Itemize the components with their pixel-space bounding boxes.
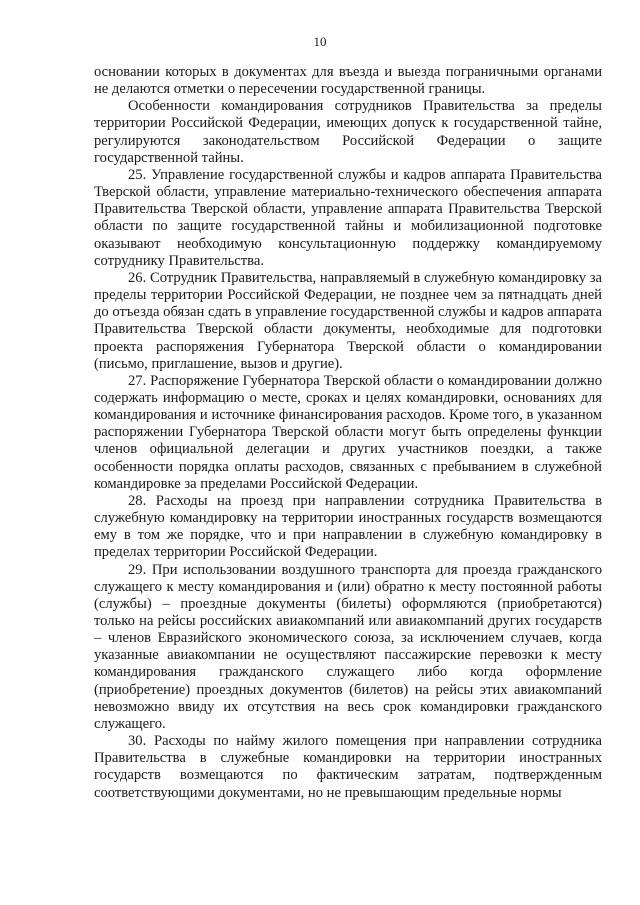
paragraph-27: 27. Распоряжение Губернатора Тверской области о командировании должно содержать информацию о месте, сроках и целях командировки, основаниях для командирования и источнике финансирования расходов. Кроме того, в указанном распоряжении Губернатора Тверской области могут быть определены функции членов официальной делегации и других участников поездки, а также особенности порядка оплаты расходов, связанных с пребыванием в служебной командировке за пределами Российской Федерации. [94, 372, 602, 492]
paragraph-30: 30. Расходы по найму жилого помещения при направлении сотрудника Правительства в служебные командировки на территории иностранных государств возмещаются по фактическим затратам, подтвержденным соответствующими документами, но не превышающим предельные нормы [94, 733, 602, 801]
document-body [94, 64, 602, 802]
paragraph-25: 25. Управление государственной службы и кадров аппарата Правительства Тверской области, управление материально-технического обеспечения аппарата Правительства Тверской области, управление аппарата Правительства Тверской области по защите государственной тайны и мобилизационной подготовке оказывают необходимую консультационную поддержку командируемому сотруднику Правительства. [94, 166, 602, 269]
paragraph-28: 28. Расходы на проезд при направлении сотрудника Правительства в служебную командировку на территории иностранных государств возмещаются ему в том же порядке, что и при направлении в служебную командировку в пределах территории Российской Федерации. [94, 492, 602, 561]
paragraph-26: 26. Сотрудник Правительства, направляемый в служебную командировку за пределы территории Российской Федерации, не позднее чем за пятнадцать дней до отъезда обязан сдать в управление государственной службы и кадров аппарата Правительства Тверской области документы, необходимые для подготовки проекта распоряжения Губернатора Тверской области о командировании (письмо, приглашение, вызов и другие). [94, 269, 602, 372]
paragraph-continuation: основании которых в документах для въезда и выезда пограничными органами не делаются отметки о пересечении государственной границы. [94, 64, 602, 98]
page-number: 10 [313, 34, 327, 49]
paragraph-secret-clearance: Особенности командирования сотрудников Правительства за пределы территории Российской Федерации, имеющих допуск к государственной тайне, регулируются законодательством Российской Федерации о защите государственной тайны. [94, 98, 602, 166]
paragraph-29: 29. При использовании воздушного транспорта для проезда гражданского служащего к месту командирования и (или) обратно к месту постоянной работы (службы) – проездные документы (билеты) оформляются (приобретаются) только на рейсы российских авиакомпаний или авиакомпаний других государств – членов Евразийского экономического союза, за исключением случаев, когда указанные авиакомпании не осуществляют пассажирские перевозки к месту командирования гражданского служащего либо когда оформление (приобретение) проездных документов (билетов) на рейсы этих авиакомпаний невозможно ввиду их отсутствия на весь срок командировки гражданского служащего. [94, 561, 602, 732]
